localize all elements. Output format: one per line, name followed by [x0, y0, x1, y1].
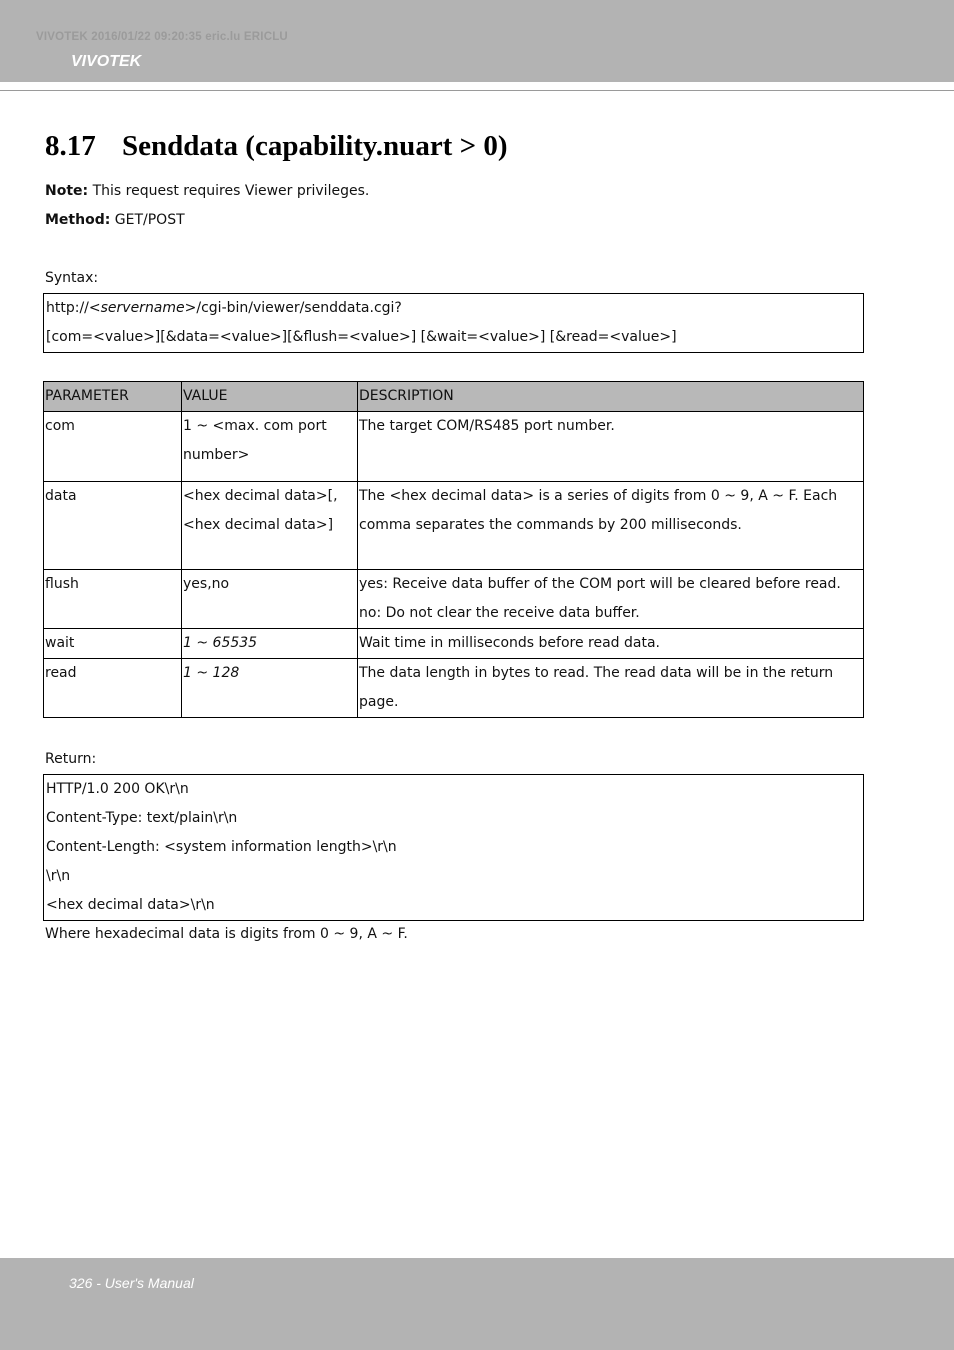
return-box: [43, 774, 864, 921]
table-header-row: [44, 382, 864, 412]
page-number-label: 326 - User's Manual: [69, 1275, 194, 1291]
return-line: \r\n: [46, 868, 71, 884]
method-line: [45, 210, 185, 230]
method-label: Method:: [45, 212, 111, 228]
watermark-text: VIVOTEK 2016/01/22 09:20:35 eric.lu ERICLU: [36, 31, 288, 43]
param-cell: wait: [44, 629, 182, 659]
section-heading: [45, 130, 508, 163]
value-cell: <hex decimal data>[,<hex decimal data>]: [182, 482, 358, 570]
description-line: no: Do not clear the receive data buffer.: [359, 605, 640, 621]
page-footer: [0, 1258, 954, 1350]
note-line: [45, 181, 369, 201]
return-line: Content-Length: <system information length>\r\n: [46, 839, 397, 855]
param-cell: data: [44, 482, 182, 570]
return-line: <hex decimal data>\r\n: [46, 897, 215, 913]
return-footnote: Where hexadecimal data is digits from 0 ~ 9, A ~ F.: [45, 926, 408, 942]
parameter-table: [43, 381, 864, 718]
syntax-url-server: <servername>: [88, 300, 197, 316]
syntax-label: Syntax:: [45, 270, 99, 286]
syntax-url-prefix: http://: [46, 300, 89, 316]
note-label: Note:: [45, 183, 89, 199]
description-cell: The data length in bytes to read. The read data will be in the return page.: [358, 659, 864, 718]
value-cell: 1 ~ 128: [182, 659, 358, 718]
description-cell: The target COM/RS485 port number.: [358, 412, 864, 482]
param-cell: read: [44, 659, 182, 718]
header-divider: [0, 90, 954, 91]
return-line: Content-Type: text/plain\r\n: [46, 810, 238, 826]
column-header-value: VALUE: [182, 382, 358, 412]
method-text: GET/POST: [110, 212, 185, 228]
column-header-parameter: PARAMETER: [44, 382, 182, 412]
column-header-description: DESCRIPTION: [358, 382, 864, 412]
syntax-params-line: [com=<value>][&data=<value>][&flush=<value>] [&wait=<value>] [&read=<value>]: [46, 329, 677, 345]
note-text: This request requires Viewer privileges.: [88, 183, 370, 199]
return-line: HTTP/1.0 200 OK\r\n: [46, 781, 189, 797]
value-cell: 1 ~ 65535: [182, 629, 358, 659]
table-row: [44, 482, 864, 570]
return-label: Return:: [45, 751, 97, 767]
syntax-box: [43, 293, 864, 353]
table-row: [44, 412, 864, 482]
section-number: 8.17: [45, 130, 96, 162]
table-row: [44, 659, 864, 718]
description-cell: Wait time in milliseconds before read data.: [358, 629, 864, 659]
page-header: [0, 0, 954, 82]
description-cell: [358, 570, 864, 629]
param-cell: flush: [44, 570, 182, 629]
brand-logo-text: VIVOTEK: [71, 53, 142, 70]
value-cell: yes,no: [182, 570, 358, 629]
table-row: [44, 570, 864, 629]
description-line: yes: Receive data buffer of the COM port will be cleared before read.: [359, 576, 841, 592]
table-row: [44, 629, 864, 659]
value-cell: 1 ~ <max. com port number>: [182, 412, 358, 482]
syntax-url-line: [44, 294, 863, 323]
section-title: Senddata (capability.nuart > 0): [122, 130, 508, 162]
param-cell: com: [44, 412, 182, 482]
syntax-url-path: /cgi-bin/viewer/senddata.cgi?: [196, 300, 402, 316]
description-cell: The <hex decimal data> is a series of digits from 0 ~ 9, A ~ F. Each comma separates the commands by 200 milliseconds.: [358, 482, 864, 570]
